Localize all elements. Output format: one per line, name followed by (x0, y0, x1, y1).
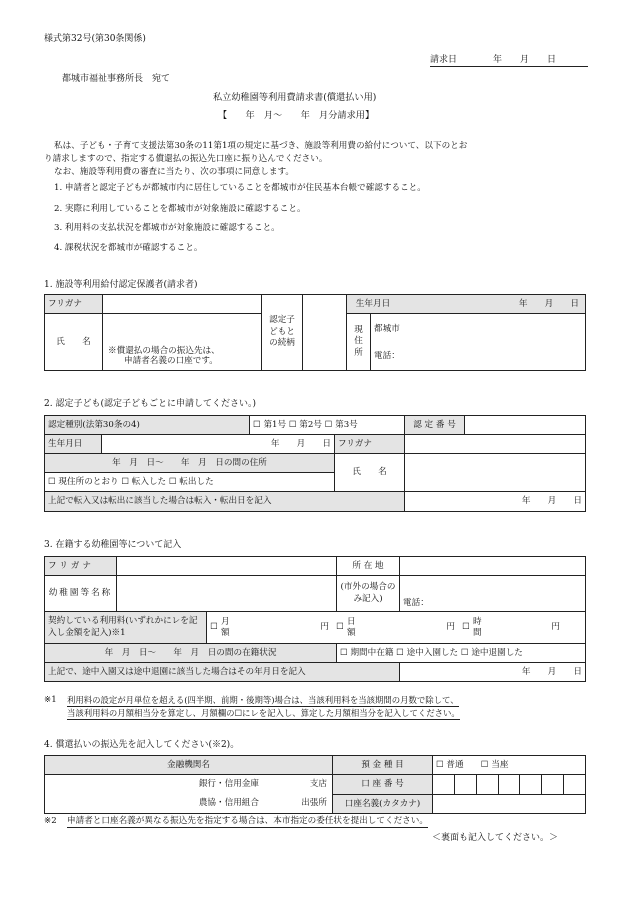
move-note: 上記で転入又は転出に該当した場合は転入・転出日を記入 (45, 492, 405, 512)
bank-name-field[interactable] (45, 775, 333, 814)
section2-heading: 2. 認定子ども(認定子どもごとに申請してください。) (44, 399, 256, 409)
cert-no-field[interactable] (465, 416, 586, 435)
guardian-furigana-label: フリガナ (45, 295, 103, 314)
back-side-note: ＜裏面も記入してください。＞ (432, 833, 559, 843)
guardian-name-label: 氏 名 (45, 314, 103, 371)
deposit-type-options[interactable]: ☐ 普通 ☐ 当座 (433, 756, 586, 775)
consent-item-2: 2. 実際に利用していることを都城市が対象施設に確認すること。 (54, 204, 306, 214)
fee-label: 契約している利用料(いずれかにレを記入し金額を記入)※1 (45, 612, 207, 644)
kinder-furigana-label: フリガナ (45, 557, 117, 576)
kinder-name-field[interactable] (117, 576, 337, 612)
consent-item-3: 3. 利用料の支払状況を都城市が対象施設に確認すること。 (54, 223, 280, 233)
hourly-label: 時間 (473, 617, 482, 638)
outside-city-label: (市外の場合のみ記入) (337, 576, 400, 612)
bank-type-1: 銀行・信用金庫 (198, 779, 259, 790)
relation-label: 認定子どもとの続柄 (262, 295, 303, 371)
kindergarten-table (44, 556, 586, 682)
child-birth-field[interactable]: 年 月 日 (102, 435, 335, 454)
child-furigana-field[interactable] (405, 435, 586, 454)
daily-checkbox[interactable]: ☐ (336, 622, 344, 633)
location-field[interactable] (400, 557, 586, 576)
kinder-phone-label: 電話： (403, 598, 429, 609)
address-field[interactable] (371, 314, 586, 371)
section1-heading: 1. 施設等利用給付認定保護者(請求者) (44, 280, 198, 290)
account-digit[interactable] (564, 775, 585, 794)
cert-kind-label: 認定種別(法第30条の4) (45, 416, 250, 435)
hourly-yen[interactable]: 円 (551, 622, 560, 633)
child-name-field[interactable] (405, 454, 586, 492)
kinder-phone-field[interactable] (400, 576, 586, 612)
intro-line-2: り請求しますので、指定する償還払の振込先口座に振り込んでください。 (44, 154, 328, 164)
child-name-label: 氏 名 (335, 454, 405, 492)
cert-kind-options[interactable]: ☐ 第1号 ☐ 第2号 ☐ 第3号 (250, 416, 405, 435)
consent-item-1: 1. 申請者と認定子どもが都城市内に居住していることを都城市が住民基本台帳で確認すること。 (54, 183, 426, 193)
account-holder-label: 口座名義(カタカナ) (333, 795, 433, 814)
section4-heading: 4. 償還払いの振込先を記入してください(※2)。 (44, 740, 240, 750)
change-note: 上記で、途中入園又は途中退園に該当した場合はその年月日を記入 (45, 663, 400, 682)
location-label: 所 在 地 (337, 557, 400, 576)
child-table (44, 415, 586, 512)
note2-text: 申請者と口座名義が異なる振込先を指定する場合は、本市指定の委任状を提出してください。 (67, 816, 428, 826)
note1-line-2: 当該利用料の月額相当分を算定し、月額欄の☐にレを記入し、算定した月額相当分を記入してください。 (67, 708, 460, 718)
address-options[interactable]: ☐ 現住所のとおり ☐ 転入した ☐ 転出した (45, 473, 335, 492)
city-label: 都城市 (374, 324, 400, 334)
page-title: 私立幼稚園等利用費請求書(償還払い用) (213, 92, 377, 103)
section3-heading: 3. 在籍する幼稚園等について記入 (44, 540, 182, 550)
bank-note-line-1: ※償還払の場合の振込先は、 (108, 345, 220, 356)
account-digit[interactable] (433, 775, 455, 794)
branch-type-1: 支店 (309, 779, 327, 790)
addressee: 都城市福祉事務所長 宛て (62, 74, 171, 84)
monthly-label: 月額 (221, 617, 230, 638)
relation-field[interactable] (303, 295, 347, 371)
enroll-period-label: 年 月 日～ 年 月 日の間の在籍状況 (45, 644, 337, 663)
cert-no-label: 認 定 番 号 (405, 416, 465, 435)
branch-type-2: 出張所 (301, 798, 327, 809)
form-number: 様式第32号(第30条関係) (44, 34, 146, 44)
bank-note-line-2: 申請者名義の口座です。 (124, 356, 218, 367)
bank-name-label: 金融機関名 (45, 756, 333, 775)
guardian-birth-field[interactable]: 年 月 日 (518, 298, 579, 309)
change-date-field[interactable]: 年 月 日 (400, 663, 586, 682)
guardian-name-field[interactable] (103, 314, 262, 371)
kinder-name-label: 幼稚園等名称 (45, 576, 117, 612)
bank-table (44, 755, 586, 814)
request-period[interactable]: 【 年 月～ 年 月分請求用】 (218, 110, 375, 121)
note2-mark: ※2 (44, 816, 57, 826)
daily-label: 日額 (347, 617, 356, 638)
kinder-furigana-field[interactable] (117, 557, 337, 576)
account-holder-field[interactable] (433, 795, 586, 814)
account-digit[interactable] (520, 775, 542, 794)
bank-type-2: 農協・信用組合 (198, 798, 259, 809)
account-no-label: 口 座 番 号 (333, 775, 433, 795)
note1-line-1: 利用料の設定が月単位を超える(四半期、前期・後期等)場合は、当該利用料を当該期間の月数で除して、 (67, 695, 459, 705)
daily-yen[interactable]: 円 (446, 622, 455, 633)
note1-mark: ※1 (44, 695, 57, 705)
account-no-field[interactable] (433, 775, 586, 795)
intro-line-1: 私は、子ども・子育て支援法第30条の11第1項の規定に基づき、施設等利用費の給付について、以下のとお (54, 141, 468, 151)
address-label: 現住所 (347, 314, 371, 371)
account-digit[interactable] (477, 775, 499, 794)
child-furigana-label: フリガナ (335, 435, 405, 454)
child-birth-label: 生年月日 (45, 435, 102, 454)
monthly-checkbox[interactable]: ☐ (210, 622, 218, 633)
address-period-label: 年 月 日～ 年 月 日の間の住所 (45, 454, 335, 473)
monthly-yen[interactable]: 円 (320, 622, 329, 633)
account-digit[interactable] (499, 775, 521, 794)
deposit-type-label: 預 金 種 目 (333, 756, 433, 775)
guardian-birth-label: 生年月日 (355, 298, 391, 309)
guardian-table (44, 294, 586, 371)
hourly-checkbox[interactable]: ☐ (462, 622, 470, 633)
request-date[interactable]: 請求日 年 月 日 (430, 55, 588, 67)
guardian-phone-label: 電話： (374, 350, 400, 361)
intro-line-3: なお、施設等利用費の審査に当たり、次の事項に同意します。 (54, 167, 294, 177)
enroll-options[interactable]: ☐ 期間中在籍 ☐ 途中入園した ☐ 途中退園した (337, 644, 586, 663)
move-date-field[interactable]: 年 月 日 (405, 492, 586, 512)
account-digit[interactable] (455, 775, 477, 794)
guardian-furigana-field[interactable] (103, 295, 262, 314)
consent-item-4: 4. 課税状況を都城市が確認すること。 (54, 243, 203, 253)
account-digit[interactable] (542, 775, 564, 794)
